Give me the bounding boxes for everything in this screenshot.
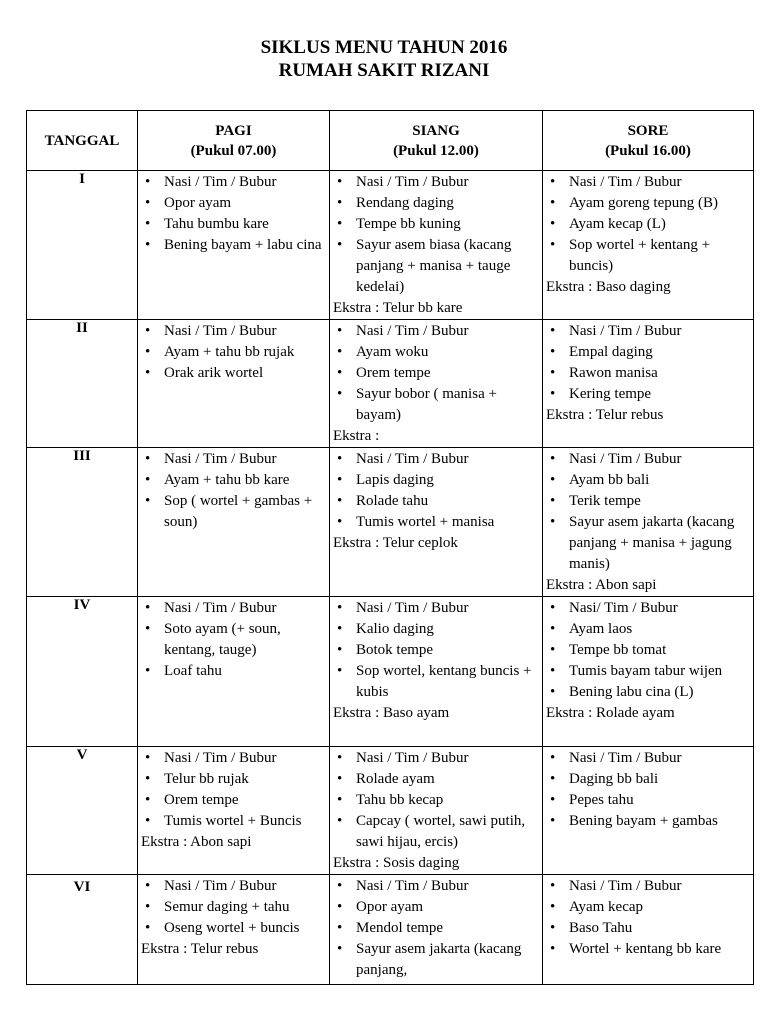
extra-note: Ekstra : Telur rebus [141,941,259,957]
siang-menu-list [330,876,542,981]
menu-item: • Opor ayam [138,193,327,214]
menu-item: • Sop wortel + kentang + buncis) [543,235,751,277]
table-row [27,747,754,875]
siang-menu-list [330,449,542,533]
menu-item: • Oseng wortel + buncis [138,918,327,939]
sore-cell [543,597,754,747]
menu-item: • Ayam goreng tepung (B) [543,193,751,214]
header-pagi [138,111,330,171]
menu-item: • Ayam + tahu bb rujak [138,342,327,363]
day-cell: II [27,320,138,448]
pagi-cell [138,875,330,985]
menu-item: • Tumis wortel + Buncis [138,811,327,832]
menu-item: • Loaf tahu [138,661,327,682]
menu-table [26,110,754,985]
pagi-menu-list [138,172,329,256]
pagi-cell [138,597,330,747]
day-cell: VI [27,875,138,985]
menu-item: • Nasi / Tim / Bubur [138,598,327,619]
pagi-menu-list [138,748,329,832]
pagi-menu-list [138,876,329,939]
pagi-menu-list [138,321,329,384]
menu-item: • Rolade ayam [330,769,540,790]
header-tanggal-label: TANGGAL [44,132,120,149]
day-cell: V [27,747,138,875]
header-tanggal [27,111,138,171]
pagi-cell [138,448,330,597]
menu-item: • Nasi / Tim / Bubur [543,449,751,470]
menu-item: • Orak arik wortel [138,363,327,384]
header-siang-label: SIANG [412,122,460,139]
menu-item: • Nasi / Tim / Bubur [138,321,327,342]
extra-note: Ekstra : Telur rebus [546,407,664,423]
menu-item: • Nasi / Tim / Bubur [543,321,751,342]
siang-cell [330,875,543,985]
menu-item: • Nasi / Tim / Bubur [543,876,751,897]
sore-menu-list [543,876,753,960]
header-pagi-label: PAGI [215,122,252,139]
table-row [27,875,754,985]
document-title: SIKLUS MENU TAHUN 2016 [260,37,508,58]
menu-item: • Baso Tahu [543,918,751,939]
menu-item: • Sayur bobor ( manisa + bayam) [330,384,540,426]
extra-note: Ekstra : Telur ceplok [333,535,458,551]
menu-item: • Botok tempe [330,640,540,661]
siang-menu-list [330,321,542,426]
sore-menu-list [543,172,753,277]
extra-note: Ekstra : Baso ayam [333,705,450,721]
day-cell: IV [27,597,138,747]
menu-item: • Semur daging + tahu [138,897,327,918]
menu-item: • Nasi / Tim / Bubur [543,172,751,193]
siang-cell [330,597,543,747]
pagi-cell [138,320,330,448]
sore-cell [543,171,754,320]
sore-cell [543,747,754,875]
table-header-row [27,111,754,171]
menu-item: • Telur bb rujak [138,769,327,790]
pagi-menu-list [138,449,329,533]
menu-item: • Mendol tempe [330,918,540,939]
pagi-cell [138,747,330,875]
menu-item: • Nasi / Tim / Bubur [138,449,327,470]
menu-item: • Tahu bb kecap [330,790,540,811]
menu-item: • Tumis wortel + manisa [330,512,540,533]
sore-menu-list [543,598,753,703]
table-row [27,448,754,597]
menu-item: • Nasi / Tim / Bubur [543,748,751,769]
menu-item: • Kalio daging [330,619,540,640]
siang-menu-list [330,748,542,853]
menu-item: • Pepes tahu [543,790,751,811]
siang-cell [330,171,543,320]
pagi-cell [138,171,330,320]
menu-item: • Nasi/ Tim / Bubur [543,598,751,619]
menu-item: • Nasi / Tim / Bubur [330,172,540,193]
siang-menu-list [330,172,542,298]
menu-item: • Bening bayam + labu cina [138,235,327,256]
siang-cell [330,320,543,448]
menu-item: • Tempe bb kuning [330,214,540,235]
menu-item: • Terik tempe [543,491,751,512]
siang-menu-list [330,598,542,703]
day-cell: III [27,448,138,597]
menu-item: • Ayam kecap [543,897,751,918]
extra-note: Ekstra : Telur bb kare [333,300,463,316]
menu-item: • Ayam laos [543,619,751,640]
menu-item: • Ayam + tahu bb kare [138,470,327,491]
menu-item: • Empal daging [543,342,751,363]
menu-item: • Tahu bumbu kare [138,214,327,235]
header-siang [330,111,543,171]
menu-item: • Nasi / Tim / Bubur [330,321,540,342]
menu-item: • Lapis daging [330,470,540,491]
pagi-menu-list [138,598,329,682]
siang-cell [330,448,543,597]
menu-item: • Orem tempe [330,363,540,384]
sore-cell [543,320,754,448]
menu-item: • Ayam bb bali [543,470,751,491]
document-subtitle: RUMAH SAKIT RIZANI [278,60,490,81]
extra-note: Ekstra : [333,428,380,444]
menu-item: • Sayur asem jakarta (kacang panjang, [330,939,540,981]
extra-note: Ekstra : Abon sapi [546,577,657,593]
table-row [27,320,754,448]
menu-item: • Bening labu cina (L) [543,682,751,703]
menu-item: • Orem tempe [138,790,327,811]
header-siang-time: (Pukul 12.00) [393,142,479,159]
extra-note: Ekstra : Abon sapi [141,834,252,850]
menu-item: • Wortel + kentang bb kare [543,939,751,960]
menu-item: • Rolade tahu [330,491,540,512]
menu-item: • Daging bb bali [543,769,751,790]
menu-item: • Bening bayam + gambas [543,811,751,832]
menu-item: • Tempe bb tomat [543,640,751,661]
header-sore-time: (Pukul 16.00) [605,142,691,159]
menu-item: • Capcay ( wortel, sawi putih, sawi hijau, ercis) [330,811,540,853]
menu-item: • Ayam kecap (L) [543,214,751,235]
siang-cell [330,747,543,875]
menu-item: • Nasi / Tim / Bubur [330,748,540,769]
menu-item: • Sop ( wortel + gambas + soun) [138,491,327,533]
sore-cell [543,875,754,985]
menu-item: • Nasi / Tim / Bubur [138,748,327,769]
menu-item: • Soto ayam (+ soun, kentang, tauge) [138,619,327,661]
table-row [27,597,754,747]
menu-item: • Sop wortel, kentang buncis + kubis [330,661,540,703]
table-row [27,171,754,320]
sore-menu-list [543,748,753,832]
menu-item: • Kering tempe [543,384,751,405]
menu-item: • Rawon manisa [543,363,751,384]
menu-item: • Nasi / Tim / Bubur [138,876,327,897]
day-cell: I [27,171,138,320]
extra-note: Ekstra : Rolade ayam [546,705,675,721]
menu-item: • Opor ayam [330,897,540,918]
sore-menu-list [543,449,753,575]
menu-item: • Ayam woku [330,342,540,363]
menu-item: • Tumis bayam tabur wijen [543,661,751,682]
extra-note: Ekstra : Sosis daging [333,855,460,871]
sore-cell [543,448,754,597]
extra-note: Ekstra : Baso daging [546,279,671,295]
menu-item: • Nasi / Tim / Bubur [330,876,540,897]
sore-menu-list [543,321,753,405]
menu-item: • Nasi / Tim / Bubur [330,449,540,470]
menu-item: • Sayur asem biasa (kacang panjang + manisa + tauge kedelai) [330,235,540,298]
menu-item: • Nasi / Tim / Bubur [138,172,327,193]
header-sore-label: SORE [627,122,669,139]
header-pagi-time: (Pukul 07.00) [190,142,277,159]
menu-item: • Sayur asem jakarta (kacang panjang + manisa + jagung manis) [543,512,751,575]
menu-item: • Nasi / Tim / Bubur [330,598,540,619]
menu-item: • Rendang daging [330,193,540,214]
header-sore [543,111,754,171]
